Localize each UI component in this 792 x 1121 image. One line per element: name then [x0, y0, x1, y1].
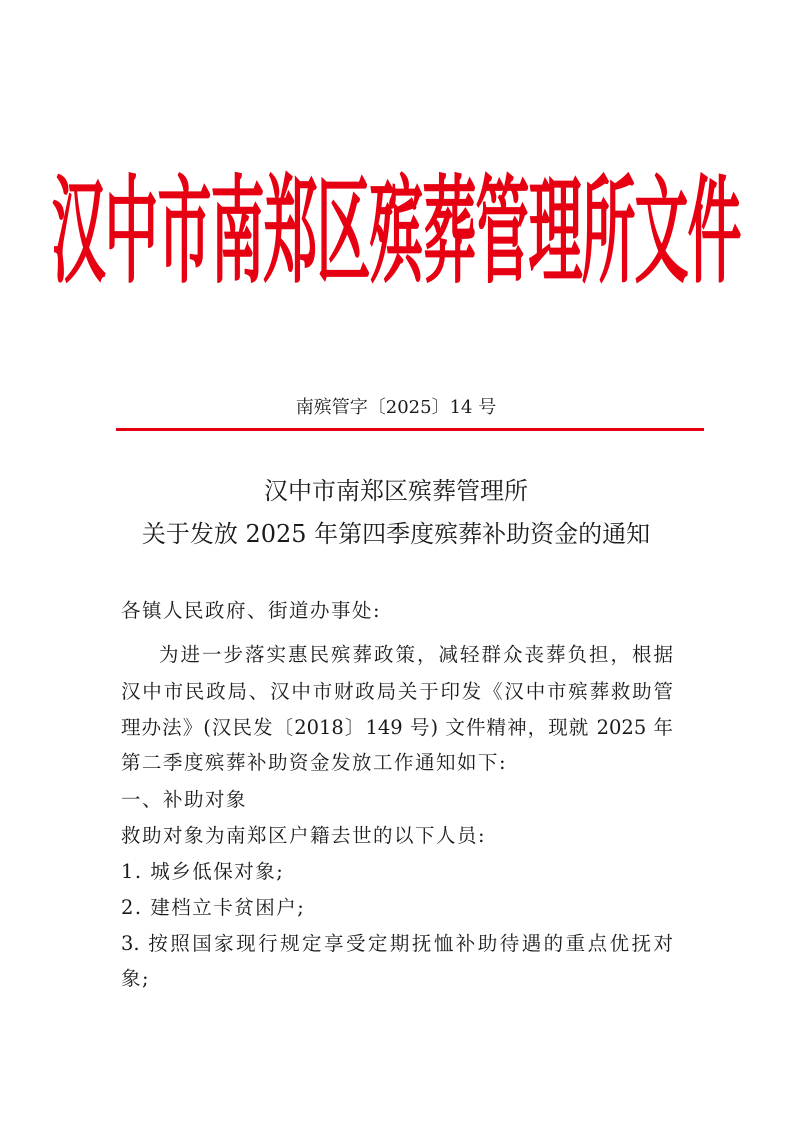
paragraph-line-1: 为进一步落实惠民殡葬政策，减轻群众丧葬负担，根据 — [159, 643, 673, 666]
paragraph-line-4: 第二季度殡葬补助资金发放工作通知如下: — [121, 751, 508, 774]
section-heading: 一、补助对象 — [121, 788, 248, 811]
document-number: 南殡管字〔2025〕14 号 — [295, 397, 497, 418]
list-item: 3. 按照国家现行规定享受定期抚恤补助待遇的重点优抚对 — [121, 932, 673, 955]
header-divider-rule — [116, 428, 704, 431]
document-header-title: 汉中市南郑区殡葬管理所文件 — [51, 164, 741, 300]
paragraph-line-2: 汉中市民政局、汉中市财政局关于印发《汉中市殡葬救助管 — [121, 680, 673, 703]
notice-title-line-2: 关于发放 2025 年第四季度殡葬补助资金的通知 — [141, 520, 651, 548]
list-item: 1. 城乡低保对象; — [121, 860, 285, 883]
list-item-continuation: 象; — [121, 967, 151, 990]
salutation: 各镇人民政府、街道办事处: — [121, 599, 382, 622]
notice-title-line-1: 汉中市南郑区殡葬管理所 — [264, 477, 528, 505]
paragraph-line-3: 理办法》(汉民发〔2018〕149 号) 文件精神，现就 2025 年 — [121, 716, 673, 739]
list-item: 2. 建档立卡贫困户; — [121, 896, 306, 919]
section-intro: 救助对象为南郑区户籍去世的以下人员: — [121, 824, 487, 847]
